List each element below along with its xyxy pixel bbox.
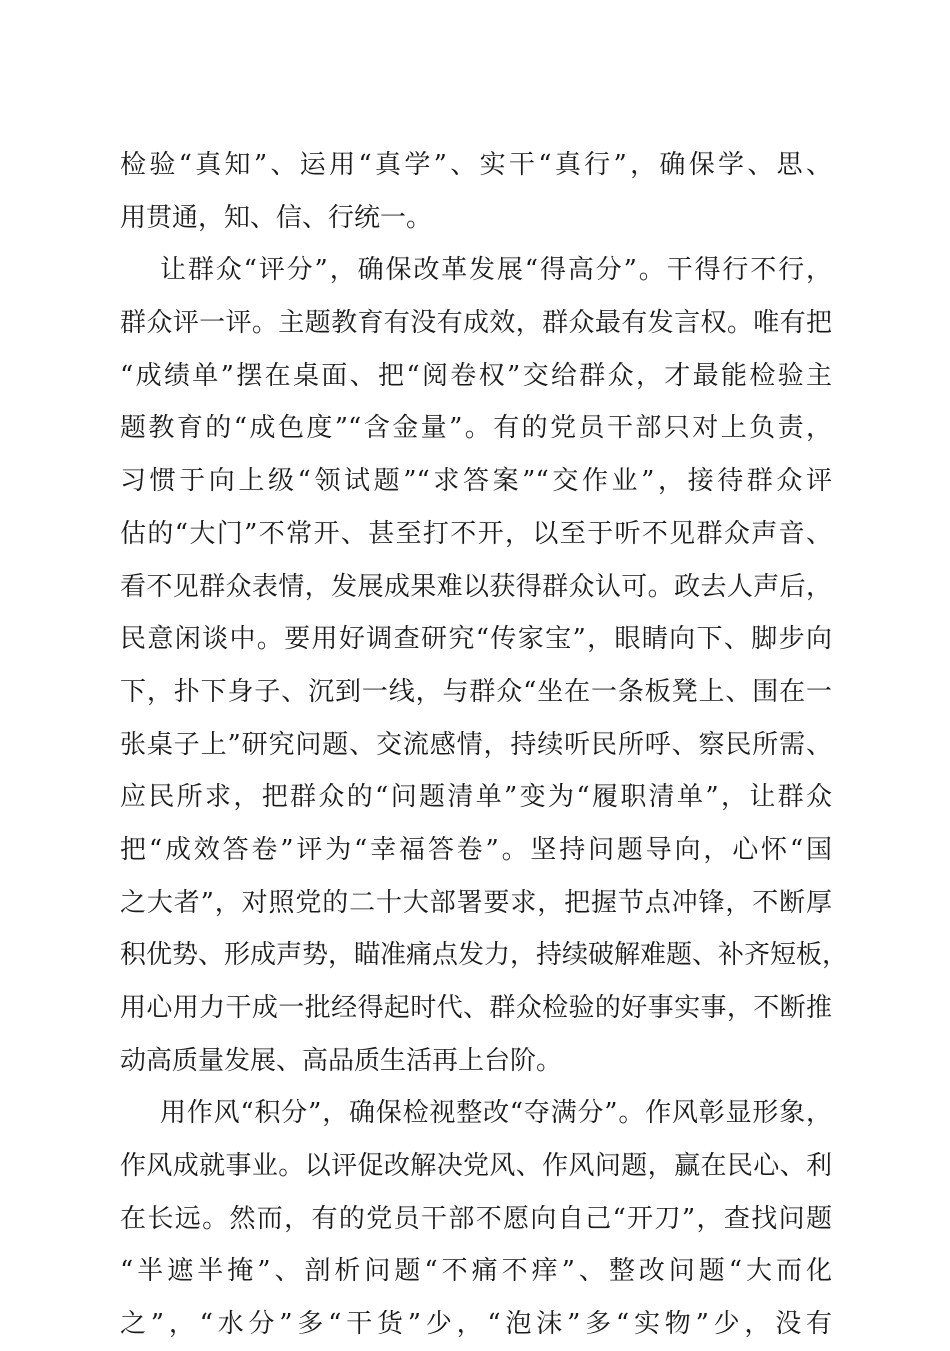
paragraph-start-line: 让群众“评分”，确保改革发展“得高分”。干得行不行， bbox=[160, 255, 832, 286]
text-line: 把“成效答卷”评为“幸福答卷”。坚持问题导向，心怀“国 bbox=[120, 834, 832, 865]
text-line: “半遮半掩”、剖析问题“不痛不痒”、整改问题“大而化 bbox=[120, 1256, 832, 1287]
text-line: 积优势、形成声势，瞄准痛点发力，持续破解难题、补齐短板， bbox=[120, 940, 849, 971]
text-line: 张桌子上”研究问题、交流感情，持续听民所呼、察民所需、 bbox=[120, 729, 832, 760]
text-line: 群众评一评。主题教育有没有成效，群众最有发言权。唯有把 bbox=[120, 308, 832, 339]
paragraph-end-line: 动高质量发展、高品质生活再上台阶。 bbox=[120, 1045, 563, 1076]
text-line: 检验“真知”、运用“真学”、实干“真行”，确保学、思、 bbox=[120, 150, 832, 180]
text-line: 之”，“水分”多“干货”少，“泡沫”多“实物”少，没有 bbox=[120, 1309, 832, 1340]
text-line: “成绩单”摆在桌面、把“阅卷权”交给群众，才最能检验主 bbox=[120, 360, 832, 391]
text-line: 下，扑下身子、沉到一线，与群众“坐在一条板凳上、围在一 bbox=[120, 676, 832, 707]
paragraph-end-line: 用贯通，知、信、行统一。 bbox=[120, 202, 433, 233]
text-line: 用心用力干成一批经得起时代、群众检验的好事实事，不断推 bbox=[120, 993, 832, 1023]
text-line: 之大者”，对照党的二十大部署要求，把握节点冲锋，不断厚 bbox=[120, 887, 832, 918]
text-line: 作风成就事业。以评促改解决党风、作风问题，赢在民心、利 bbox=[120, 1151, 832, 1182]
text-line: 民意闲谈中。要用好调查研究“传家宝”，眼睛向下、脚步向 bbox=[120, 624, 832, 655]
text-line: 看不见群众表情，发展成果难以获得群众认可。政去人声后， bbox=[120, 571, 832, 602]
text-line: 在长远。然而，有的党员干部不愿向自己“开刀”，查找问题 bbox=[120, 1203, 832, 1234]
text-line: 题教育的“成色度”“含金量”。有的党员干部只对上负责， bbox=[120, 413, 832, 444]
text-line: 习惯于向上级“领试题”“求答案”“交作业”，接待群众评 bbox=[120, 466, 832, 497]
text-line: 估的“大门”不常开、甚至打不开，以至于听不见群众声音、 bbox=[120, 518, 832, 549]
text-line: 应民所求，把群众的“问题清单”变为“履职清单”，让群众 bbox=[120, 782, 832, 813]
document-body bbox=[120, 139, 849, 1351]
paragraph-start-line: 用作风“积分”，确保检视整改“夺满分”。作风彰显形象， bbox=[160, 1098, 832, 1129]
